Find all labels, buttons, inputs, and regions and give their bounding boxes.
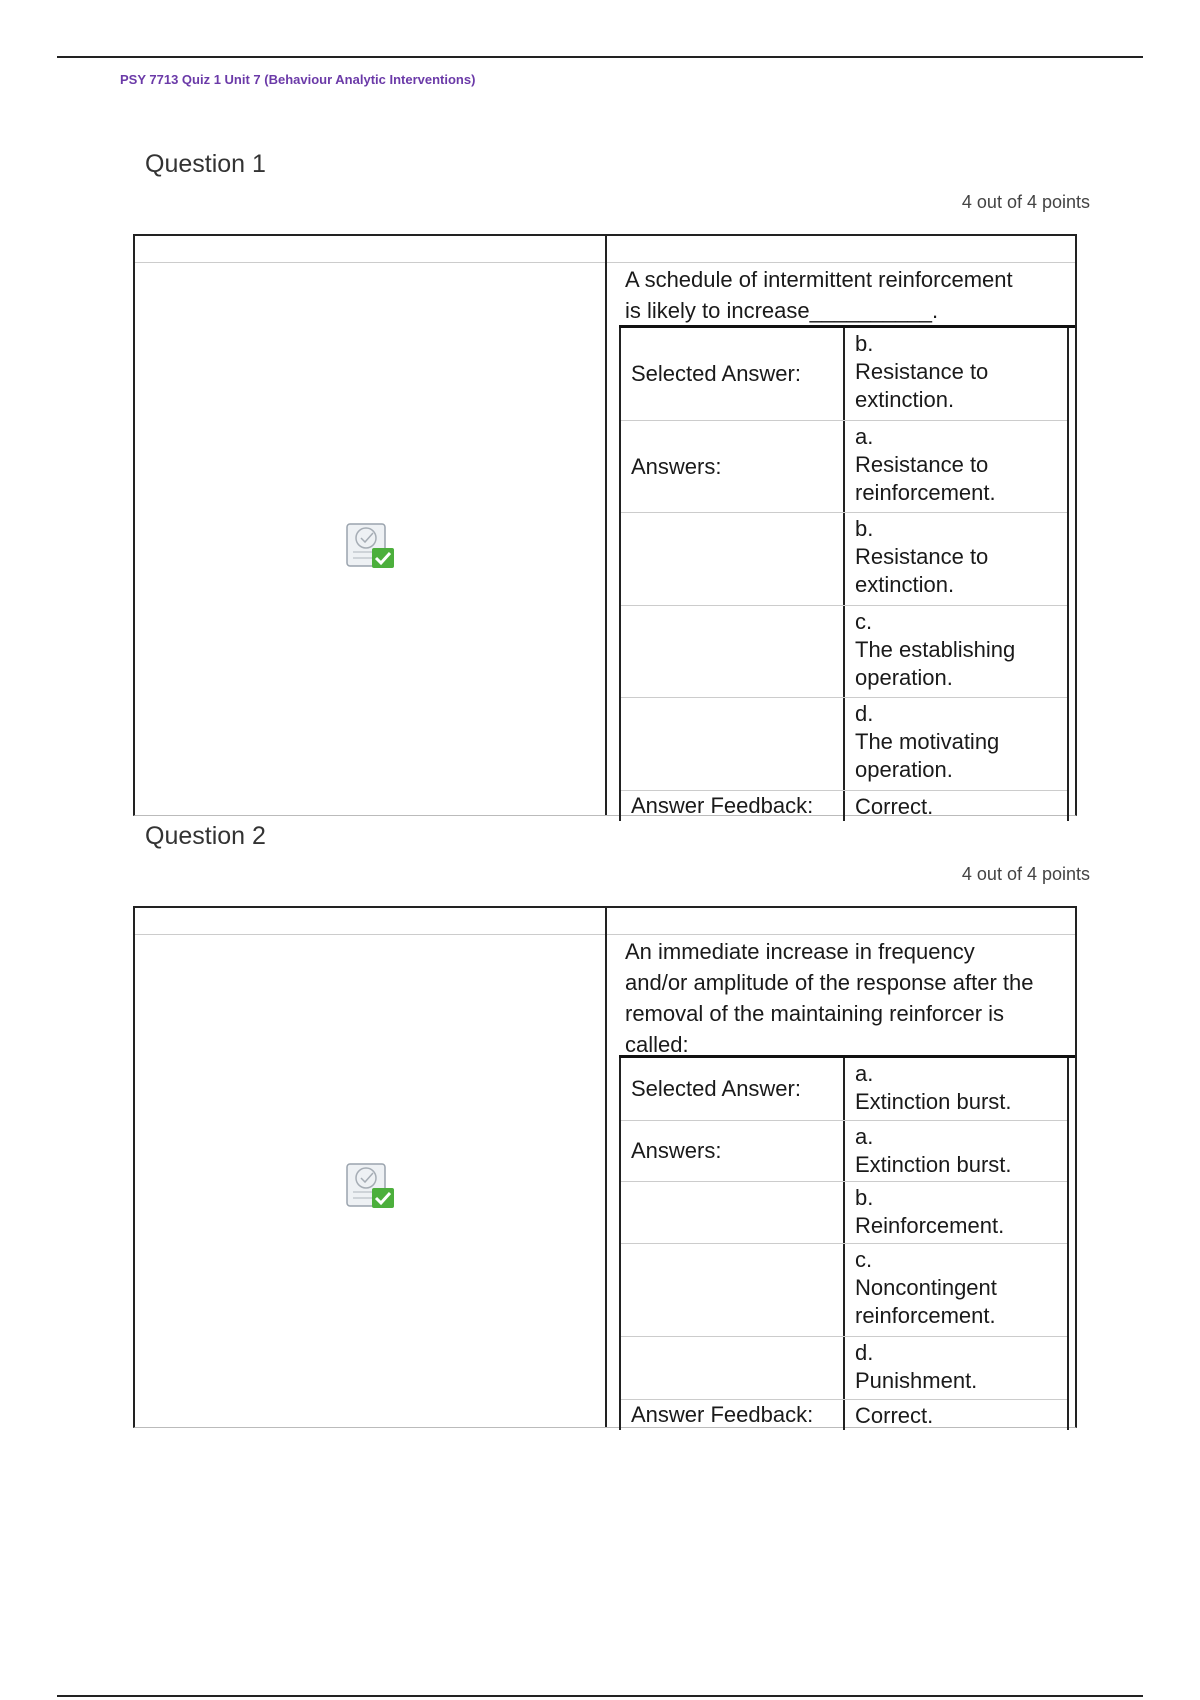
answer-feedback-value: Correct. [855,1403,934,1428]
answer-option: a. Resistance to reinforcement. [855,424,996,505]
question-2-box [133,906,1077,1428]
question-2-text-line: removal of the maintaining reinforcer is [625,1001,1005,1026]
question-2-answer-table [619,1058,1069,1430]
question-1-text [619,262,1075,328]
question-2-text-line: and/or amplitude of the response after the [625,970,1034,995]
answer-option-row [621,1244,1067,1337]
top-rule [57,56,1143,58]
answer-option-row [621,698,1067,791]
question-1-answer-table [619,328,1069,821]
question-1-text-line: A schedule of intermittent reinforcement [625,267,1013,292]
answer-option: b. Resistance to extinction. [855,516,989,597]
selected-answer-label: Selected Answer: [621,328,845,420]
answer-feedback-row [621,1400,1067,1430]
question-2-title: Question 2 [145,822,266,850]
question-2-text-line: An immediate increase in frequency [625,939,975,964]
answer-option: c. Noncontingent reinforcement. [855,1247,997,1328]
answer-option: b. Reinforcement. [855,1185,1005,1238]
document-header: PSY 7713 Quiz 1 Unit 7 (Behaviour Analytic Interventions) [120,72,476,87]
answer-option-row [621,1182,1067,1244]
question-1-text-line: is likely to increase__________. [625,298,939,323]
selected-answer-row [621,1058,1067,1121]
answer-option: d. Punishment. [855,1340,978,1393]
answer-feedback-label: Answer Feedback: [621,791,845,821]
answer-feedback-label: Answer Feedback: [621,1400,845,1430]
correct-check-icon [345,520,397,572]
answer-option-row [621,1121,1067,1182]
answers-label: Answers: [621,1121,845,1181]
answer-option-row [621,1337,1067,1400]
question-2-text [619,934,1075,1058]
question-2-text-line: called: [625,1032,689,1057]
answer-feedback-row [621,791,1067,821]
answer-option-row [621,606,1067,698]
bottom-rule [57,1695,1143,1697]
answer-option-row [621,513,1067,606]
answers-label: Answers: [621,421,845,512]
selected-answer-value: a. Extinction burst. [855,1061,1012,1114]
question-2-points: 4 out of 4 points [961,864,1090,884]
question-1-points: 4 out of 4 points [961,192,1090,212]
correct-check-icon [345,1160,397,1212]
question-1-box [133,234,1077,819]
selected-answer-label: Selected Answer: [621,1058,845,1120]
answer-option: a. Extinction burst. [855,1124,1012,1177]
selected-answer-row [621,328,1067,421]
question-1-divider [605,236,607,815]
selected-answer-value: b. Resistance to extinction. [855,331,989,412]
answer-option-row [621,421,1067,513]
question-2-divider [605,908,607,1427]
answer-option: d. The motivating operation. [855,701,1000,782]
answer-feedback-value: Correct. [855,794,934,819]
question-1-title: Question 1 [145,150,266,178]
answer-option: c. The establishing operation. [855,609,1016,690]
